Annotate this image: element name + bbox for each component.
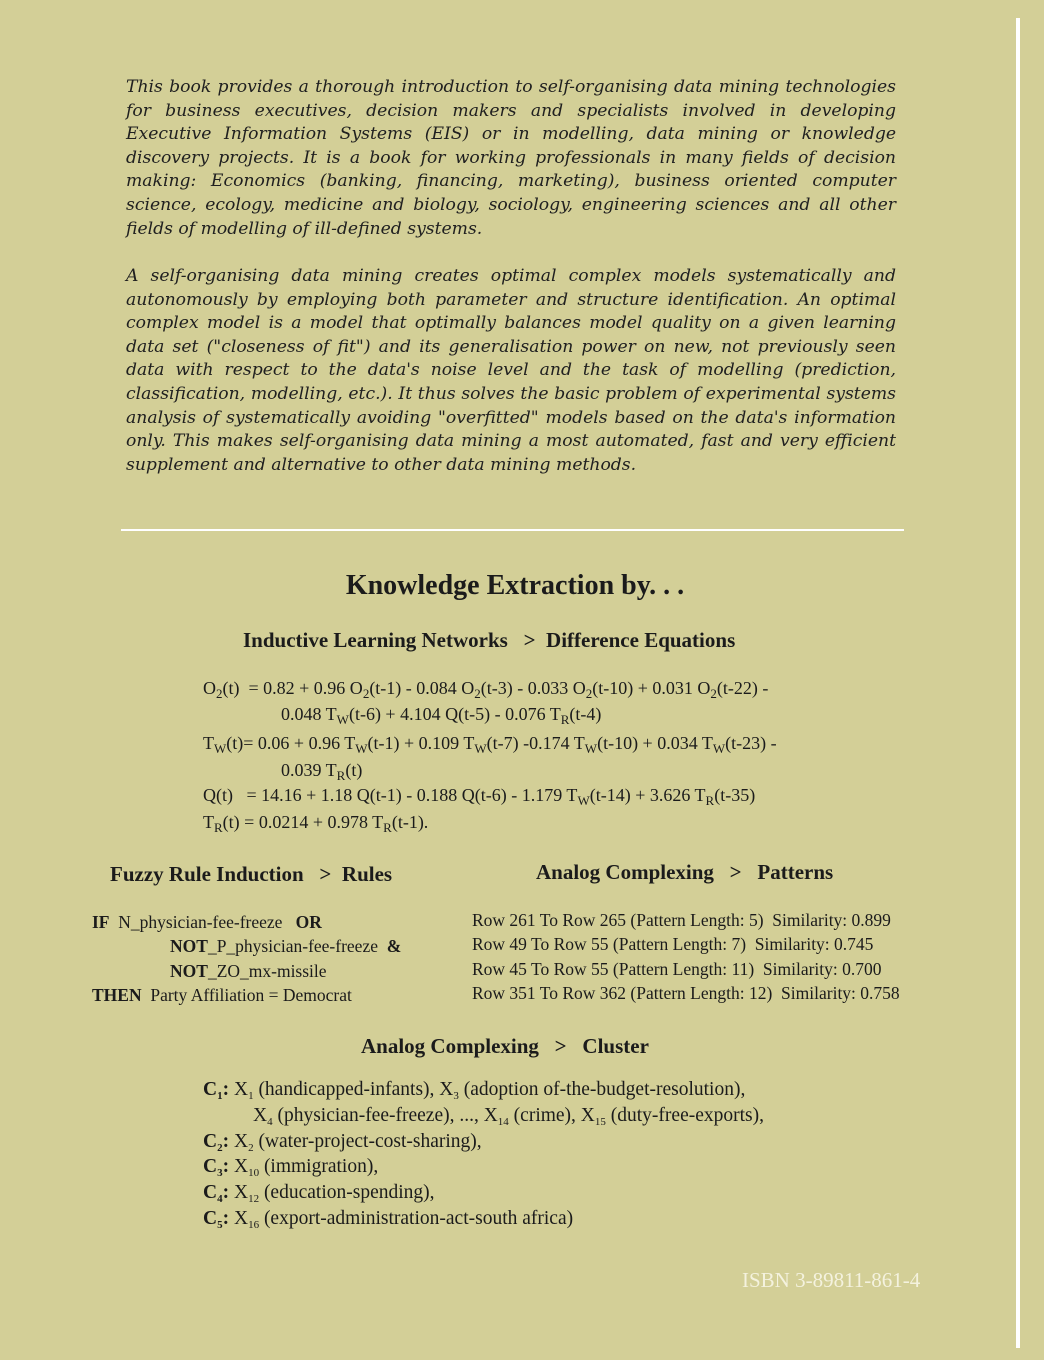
section-heading-inductive-learning: Inductive Learning Networks > Difference Equations <box>243 628 736 652</box>
page-title: Knowledge Extraction by. . . <box>345 570 685 601</box>
pattern-row: Row 45 To Row 55 (Pattern Length: 11) Similarity: 0.700 <box>472 959 882 979</box>
cluster-c4: $C_4$: $X_{12}$ (education-spending), <box>203 1182 435 1205</box>
cluster-c1-line-1: $C_1$: $X_1$ (handicapped-infants), $X_3$ (adoption of-the-budget-resolution), <box>203 1079 746 1102</box>
divider-rule <box>121 529 904 531</box>
equation-tr-line: $T_R(t) = 0.0214 + 0.978$ $T_R(t-1)$. <box>203 812 429 835</box>
cluster-c1-line-2: $X_4$ (physician-fee-freeze), ..., $X_{14}$ (crime), $X_{15}$ (duty-free-exports), <box>253 1105 764 1128</box>
isbn-number: ISBN 3-89811-861-4 <box>742 1268 921 1292</box>
equation-o2-line-2: 0.048 $T_W(t-6) + 4.104$ Q(t-5) - 0.076 $T_R(t-4)$ <box>281 704 602 727</box>
pattern-row: Row 351 To Row 362 (Pattern Length: 12) Similarity: 0.758 <box>472 983 900 1003</box>
equation-tw-line-1: $T_W(t)= 0.06 + 0.96$ $T_W(t-1) + 0.109$ $T_W(t-7)$ -0.174 $T_W(t-10) + 0.034$ $T_W(t-23)$ - <box>203 733 777 756</box>
rule-line-then: THEN Party Affiliation = Democrat <box>92 985 352 1005</box>
equation-tw-line-2: 0.039 $T_R(t)$ <box>281 760 363 783</box>
cluster-c3: $C_3$: $X_{10}$ (immigration), <box>203 1156 379 1179</box>
cluster-c5: $C_5$: $X_{16}$ (export-administration-act-south africa) <box>203 1208 574 1231</box>
cluster-c2: $C_2$: $X_2$ (water-project-cost-sharing), <box>203 1131 482 1154</box>
section-heading-patterns: Analog Complexing > Patterns <box>536 860 834 884</box>
blurb-paragraph-1: This book provides a thorough introduction to self-organising data mining technologies for business executives, decision makers and specialists involved in developing Executive Information Systems (EIS) or in modelling, data mining or knowledge discovery projects. It is a book for working professionals in many fields of decision making: Economics (banking, financing, marketing), business oriented computer science, ecology, medicine and biology, sociology, engineering sciences and all other fields of modelling of ill-defined systems. <box>126 77 896 239</box>
rule-line-not-2: NOT_ZO_mx-missile <box>170 961 327 981</box>
equation-o2-line-1: $O_2(t) = 0.82 + 0.96$ $O_2(t-1) - 0.084$ $O_2(t-3) - 0.033$ $O_2(t-10) + 0.031$ $O_2(t-22)$ - <box>203 678 769 701</box>
rule-line-if: IF N_physician-fee-freeze OR <box>92 912 322 932</box>
pattern-row: Row 49 To Row 55 (Pattern Length: 7) Similarity: 0.745 <box>472 934 874 954</box>
blurb-paragraph-2: A self-organising data mining creates optimal complex models systematically and autonomously by employing both parameter and structure identification. An optimal complex model is a model that optimally balances model quality on a given learning data set ("closeness of fit") and its generalisation power on new, not previously seen data with respect to the data's noise level and the task of modelling (prediction, classification, modelling, etc.). It thus solves the basic problem of experimental systems analysis of systematically avoiding "overfitted" models based on the data's information only. This makes self-organising data mining a most automated, fast and very efficient supplement and alternative to other data mining methods. <box>126 266 896 475</box>
spine-edge-line <box>1016 18 1020 1348</box>
rule-line-not-1: NOT_P_physician-fee-freeze & <box>170 936 402 956</box>
section-heading-cluster: Analog Complexing > Cluster <box>361 1034 649 1058</box>
section-heading-fuzzy-rules: Fuzzy Rule Induction > Rules <box>110 862 393 886</box>
equation-q-line: Q(t) = 14.16 + 1.18 Q(t-1) - 0.188 Q(t-6) - 1.179 $T_W(t-14) + 3.626$ $T_R(t-35)$ <box>203 785 756 808</box>
pattern-row: Row 261 To Row 265 (Pattern Length: 5) Similarity: 0.899 <box>472 910 891 930</box>
